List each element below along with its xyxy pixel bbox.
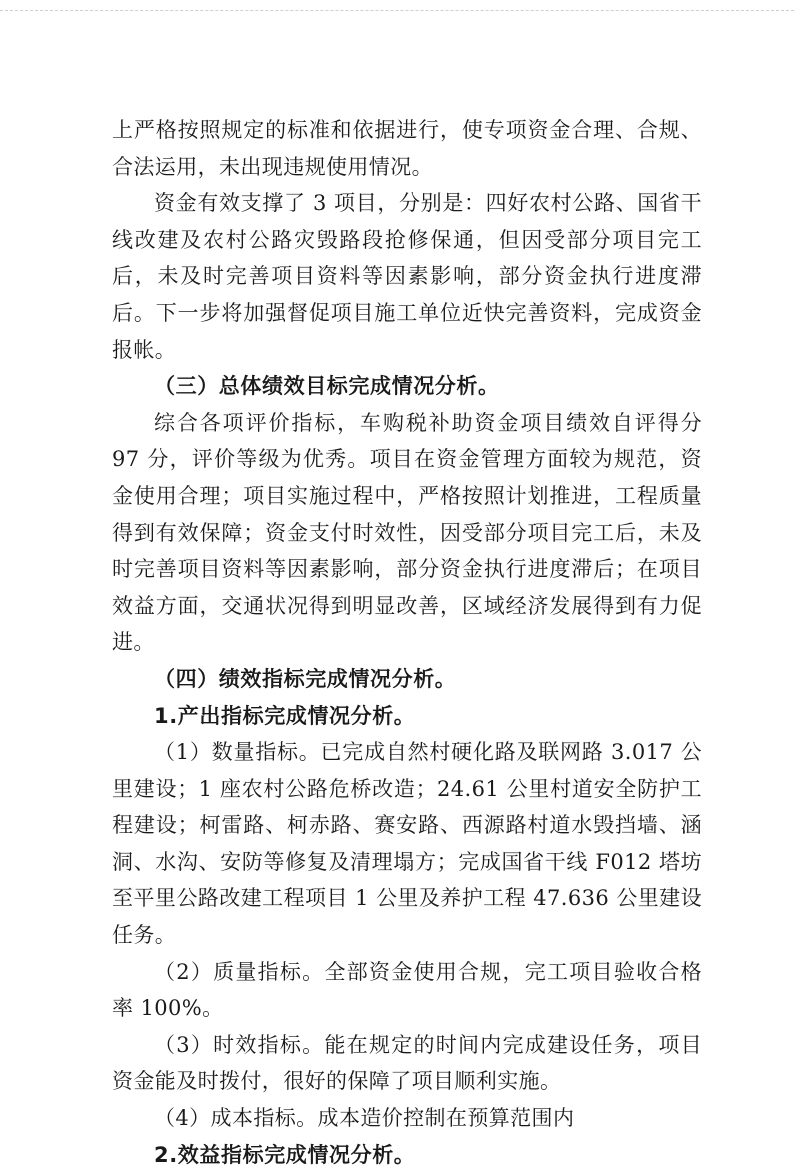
paragraph-quality-indicator: （2）质量指标。全部资金使用合规，完工项目验收合格率 100%。 [112,959,702,1021]
heading-output-indicators: 1.产出指标完成情况分析。 [154,703,416,728]
paragraph-cost-indicator: （4）成本指标。成本造价控制在预算范围内 [154,1106,575,1131]
heading-overall-performance: （三）总体绩效目标完成情况分析。 [154,374,500,399]
page-top-border [0,10,794,11]
paragraph-timeliness-indicator: （3）时效指标。能在规定的时间内完成建设任务，项目资金能及时拨付，很好的保障了项目顺利实施。 [112,1032,702,1094]
paragraph-overall-evaluation: 综合各项评价指标，车购税补助资金项目绩效自评得分 97 分，评价等级为优秀。项目在资金管理方面较为规范，资金使用合理；项目实施过程中，严格按照计划推进，工程质量得到有效保障；资金支付时效性，因受部分项目完工后，未及时完善项目资料等因素影响，部分资金执行进度滞后；在项目效益方面，交通状况得到明显改善，区域经济发展得到有力促进。 [112,410,702,655]
paragraph-funding-support: 资金有效支撑了 3 项目，分别是：四好农村公路、国省干线改建及农村公路灾毁路段抢修保通，但因受部分项目完工后，未及时完善项目资料等因素影响，部分资金执行进度滞后。下一步将加强督促项目施工单位近快完善资料，完成资金报帐。 [112,191,702,362]
paragraph-quantity-indicator: （1）数量指标。已完成自然村硬化路及联网路 3.017 公里建设；1 座农村公路危桥改造；24.61 公里村道安全防护工程建设；柯雷路、柯赤路、赛安路、西源路村道水毁挡墙、涵洞、水沟、安防等修复及清理塌方；完成国省干线 F012 塔坊至平里公路改建工程项目 1 公里及养护工程 47.636 公里建设任务。 [112,740,702,948]
heading-benefit-indicators: 2.效益指标完成情况分析。 [154,1142,416,1167]
paragraph-continuation: 上严格按照规定的标准和依据进行，使专项资金合理、合规、合法运用，未出现违规使用情况。 [112,118,702,179]
heading-indicator-analysis: （四）绩效指标完成情况分析。 [154,666,457,691]
document-page [112,112,702,1173]
